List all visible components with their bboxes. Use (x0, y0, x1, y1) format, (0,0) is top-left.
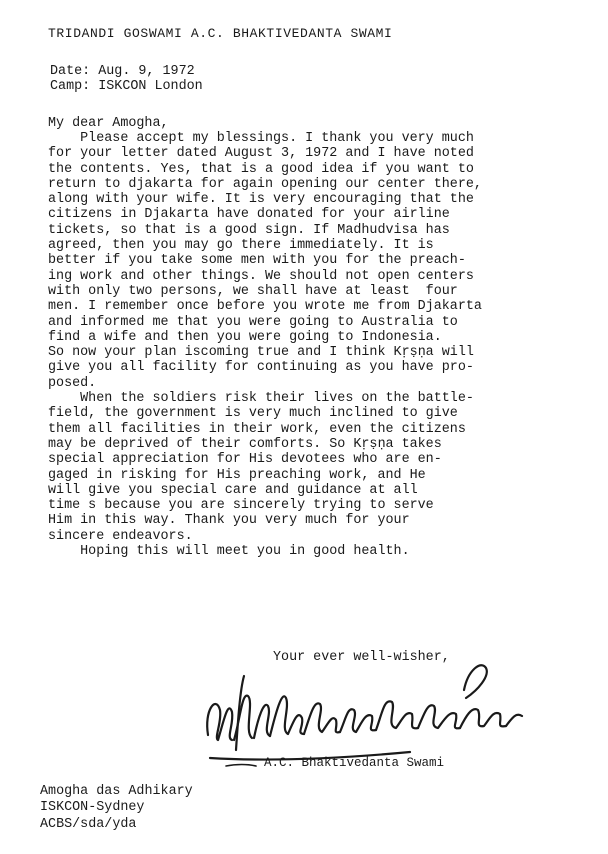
body-line: posed. (48, 375, 97, 391)
body-line: agreed, then you may go there immediately. It is (48, 238, 434, 254)
body-line: will give you special care and guidance at all (48, 482, 418, 498)
salutation: My dear Amogha, (48, 116, 169, 131)
body-line: men. I remember once before you wrote me from Djakarta (48, 299, 482, 315)
body-line: along with your wife. It is very encouraging that the (48, 192, 474, 208)
letterhead: TRIDANDI GOSWAMI A.C. BHAKTIVEDANTA SWAMI (48, 26, 393, 41)
reference-code: ACBS/sda/yda (40, 817, 137, 832)
body-line: ing work and other things. We should not open centers (48, 268, 474, 284)
recipient-name: Amogha das Adhikary (40, 784, 193, 799)
camp-line: Camp: ISKCON London (50, 79, 203, 94)
letter-body (48, 131, 608, 559)
body-line: special appreciation for His devotees who are en- (48, 452, 442, 468)
body-line: tickets, so that is a good sign. If Madhudvisa has (48, 222, 450, 238)
closing: Your ever well-wisher, (273, 650, 450, 665)
body-line: and informed me that you were going to Australia to (48, 314, 458, 330)
body-line: Hoping this will meet you in good health. (48, 544, 410, 560)
body-line: time s because you are sincerely trying to serve (48, 498, 434, 514)
body-line: give you all facility for continuing as you have pro- (48, 360, 474, 376)
body-line: So now your plan iscoming true and I think Kṛṣṇa will (48, 345, 474, 361)
body-line: may be deprived of their comforts. So Kṛṣṇa takes (48, 436, 442, 452)
recipient-location: ISKCON-Sydney (40, 800, 145, 815)
body-line: for your letter dated August 3, 1972 and I have noted (48, 146, 474, 162)
body-line: gaged in risking for His preaching work, and He (48, 467, 426, 483)
body-line: citizens in Djakarta have donated for your airline (48, 207, 450, 223)
body-line: the contents. Yes, that is a good idea if you want to (48, 161, 474, 177)
body-line: Him in this way. Thank you very much for your (48, 513, 410, 529)
signer-typed-name: A.C. Bhaktivedanta Swami (264, 756, 445, 770)
body-line: with only two persons, we shall have at least four (48, 283, 458, 299)
body-line: return to djakarta for again opening our center there, (48, 176, 482, 192)
body-line: them all facilities in their work, even the citizens (48, 421, 466, 437)
date-line: Date: Aug. 9, 1972 (50, 64, 195, 79)
body-line: Please accept my blessings. I thank you very much (48, 131, 474, 146)
body-line: field, the government is very much inclined to give (48, 406, 458, 422)
body-line: When the soldiers risk their lives on the battle- (48, 391, 474, 407)
body-line: better if you take some men with you for the preach- (48, 253, 466, 269)
body-line: find a wife and then you were going to Indonesia. (48, 329, 442, 345)
body-line: sincere endeavors. (48, 528, 193, 544)
